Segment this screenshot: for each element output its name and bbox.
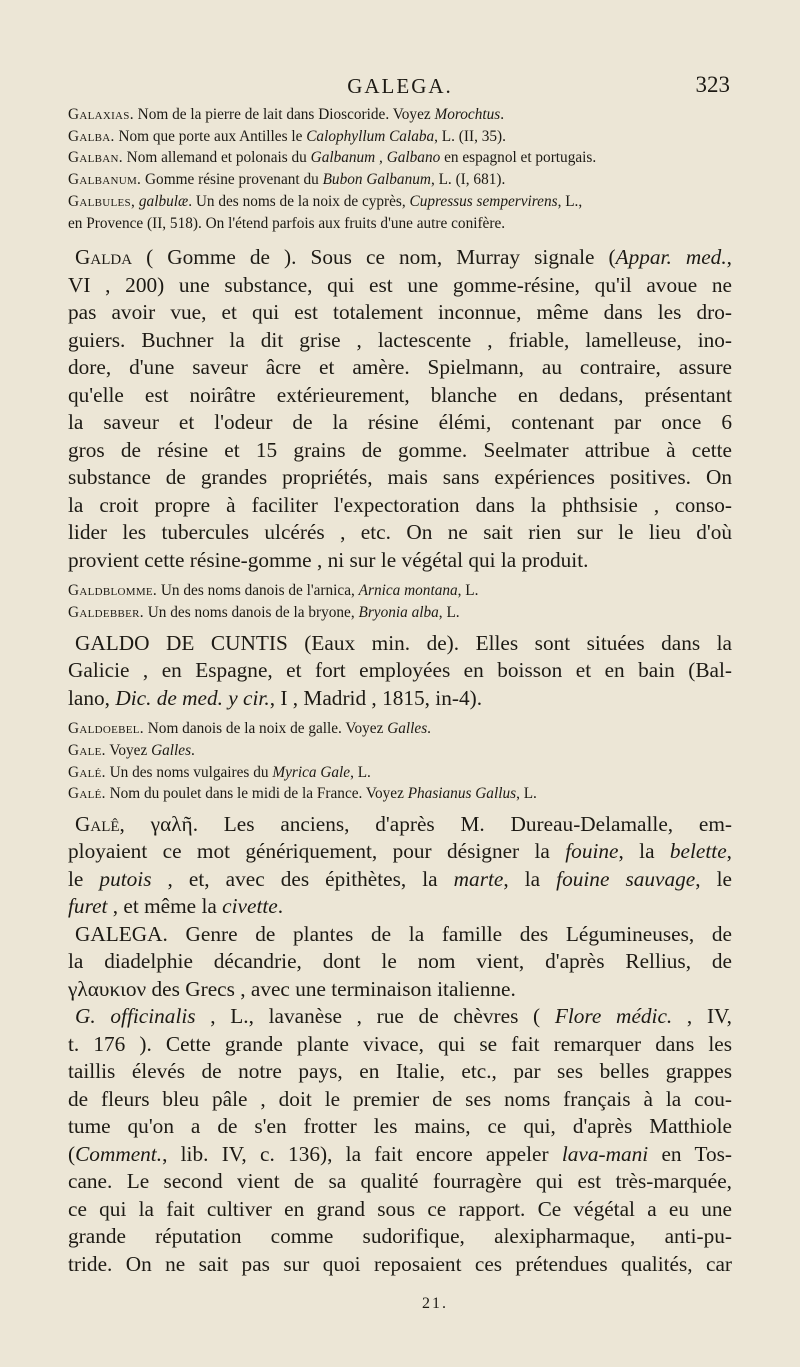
entry-galdebber xyxy=(68,602,732,624)
entry-galda-line: lider les tubercules ulcérés , etc. On ne sait rien sur le lieu d'où xyxy=(68,520,732,545)
entry-tail: , L. (II, 35). xyxy=(434,127,506,145)
entry-tail: , L. xyxy=(438,603,460,621)
entry-galba xyxy=(68,126,732,148)
entry-tail: , L. xyxy=(457,582,479,600)
entry-tail: , L. xyxy=(350,763,371,781)
entry-head: Galbanum. xyxy=(68,171,142,189)
greek-word: γαλῆ xyxy=(150,811,193,836)
entry-italic: Bryonia alba xyxy=(358,603,439,621)
entry-text: en Provence (II, 518). On l'étend parfois aux fruits d'une autre conifère. xyxy=(68,214,506,232)
entry-galbules-cont xyxy=(68,213,732,235)
entry-galda-line: VI , 200) une substance, qui est une gomme-résine, qu'il avoue ne xyxy=(68,272,732,297)
entry-gale-greek-line: Galê, γαλῆ. Les anciens, d'après M. Dureau-Delamalle, em- xyxy=(75,811,732,836)
entry-italic: Bubon Galbanum xyxy=(322,171,431,189)
entry-galdblomme xyxy=(68,580,732,602)
entry-officinalis-line xyxy=(68,1003,732,1031)
entry-italic: Dic. de med. y cir. xyxy=(115,685,270,710)
entry-galbanum xyxy=(68,169,732,191)
entry-text: Nom de la pierre de lait dans Dioscoride. Voyez xyxy=(133,106,435,123)
entry-text: , lib. IV, c. 136), la fait encore appeler xyxy=(162,1141,562,1166)
entry-tail: . Un des noms de la noix de cyprès, xyxy=(188,192,410,210)
entry-text: lano, xyxy=(68,685,116,710)
entry-head: Galbules, xyxy=(68,192,136,210)
entry-text: , et, avec des épithètes, la xyxy=(151,866,454,891)
entry-text: ployaient ce mot génériquement, pour désigner la xyxy=(68,839,566,864)
entry-italic: Arnica montana xyxy=(358,582,458,600)
entry-head: Galê xyxy=(75,811,120,836)
entry-galda-line: guiers. Buchner la dit grise , lactescente , friable, lamelleuse, ino- xyxy=(68,327,732,352)
entry-italic: Flore médic. xyxy=(554,1004,673,1029)
entry-galega-line: la diadelphie décandrie, dont le nom vient, d'après Rellius, de xyxy=(68,949,732,974)
entry-italic: marte xyxy=(453,866,504,891)
entry-galda-line: pas avoir vue, et qui est totalement inconnue, même dans les dro- xyxy=(68,300,732,325)
entry-galaxias xyxy=(68,104,732,126)
entry-head: Galda xyxy=(75,245,133,270)
entry-tail: , I , Madrid , 1815, in-4). xyxy=(269,685,483,710)
entry-italic: Comment. xyxy=(75,1141,163,1166)
entry-tail: , IV, xyxy=(672,1004,732,1029)
entry-italic: Cupressus sempervirens xyxy=(409,192,558,210)
entry-text: le xyxy=(68,866,100,891)
entry-tail: , le xyxy=(695,866,732,891)
entry-italic: belette xyxy=(669,839,727,864)
entry-head: Galdebber. xyxy=(68,603,144,621)
entry-gale-greek-line xyxy=(68,838,732,866)
entry-text: Nom allemand et polonais du xyxy=(122,149,311,167)
entry-officinalis-line: cane. Le second vient de sa qualité fourragère qui est très-marquée, xyxy=(68,1169,732,1194)
entry-galbules xyxy=(68,191,732,213)
entry-italic: Appar. med. xyxy=(615,245,727,270)
entry-tail: . xyxy=(191,741,195,759)
entry-text: Un des noms danois de l'arnica, xyxy=(157,582,359,600)
entry-text: ( Gomme de ). Sous ce nom, Murray signale ( xyxy=(132,245,616,270)
entry-head: Galé. xyxy=(68,785,106,803)
entry-galda-line: qu'elle est noirâtre extérieurement, blanche en dedans, présentant xyxy=(68,382,732,407)
page-number: 323 xyxy=(695,72,730,97)
entry-galda-line: la croit propre à faciliter l'expectoration dans la phthsisie , conso- xyxy=(68,492,732,517)
entry-galda-line: gros de résine et 15 grains de gomme. Seelmater attribue à cette xyxy=(68,437,732,462)
entry-gale-poulet xyxy=(68,783,732,805)
entry-galdo-line: GALDO DE CUNTIS (Eaux min. de). Elles sont situées dans la xyxy=(75,630,732,655)
entry-gale xyxy=(68,740,732,762)
running-head: GALEGA. xyxy=(347,74,453,98)
entry-italic: Galles xyxy=(387,720,428,738)
entry-head: Gale. xyxy=(68,741,106,759)
entry-galdo-line xyxy=(68,685,732,713)
entry-tail: , L. (I, 681). xyxy=(430,171,506,189)
entry-head: Galé. xyxy=(68,763,106,781)
entry-head: Galban. xyxy=(68,149,123,167)
entry-text: Un des noms danois de la bryone, xyxy=(143,603,359,621)
entry-tail: . xyxy=(277,894,284,919)
page-header xyxy=(0,72,800,102)
entry-galda-line xyxy=(68,244,732,272)
entry-head: Galdoebel. xyxy=(68,720,144,738)
entry-italic: Calophyllum Calaba xyxy=(306,127,435,145)
entry-galda-line: substance de grandes propriétés, mais sans expériences positives. On xyxy=(68,465,732,490)
entry-text: Nom danois de la noix de galle. Voyez xyxy=(143,720,388,738)
entry-head: Galaxias. xyxy=(68,106,134,123)
entry-italic: Morochtus xyxy=(434,106,501,123)
entry-tail: . xyxy=(427,720,431,738)
entry-officinalis-line: de fleurs bleu pâle , doit le premier de ses noms français à la cou- xyxy=(68,1086,732,1111)
entry-italic: fouine xyxy=(565,839,619,864)
entry-tail: , L. xyxy=(516,785,537,803)
entry-italic: furet xyxy=(68,894,108,919)
entry-head: Galdblomme. xyxy=(68,582,158,600)
entry-text: , L., lavanèse , rue de chèvres ( xyxy=(195,1004,555,1029)
entry-gale-greek-line xyxy=(68,893,732,921)
entry-officinalis-line: ce qui la fait cultiver en grand sous ce rapport. Ce végétal a eu une xyxy=(68,1196,732,1221)
entry-galega-line: GALEGA. Genre de plantes de la famille des Légumineuses, de xyxy=(75,921,732,946)
entry-tail: en espagnol et portugais. xyxy=(440,149,597,167)
entry-galega-line xyxy=(68,976,732,1004)
entry-text: des Grecs , avec une terminaison italienne. xyxy=(146,976,516,1001)
entry-officinalis-line: grande réputation comme sudorifique, alexipharmaque, anti-pu- xyxy=(68,1224,732,1249)
entry-italic: fouine sauvage xyxy=(556,866,696,891)
entry-tail: en Tos- xyxy=(648,1141,732,1166)
entry-officinalis-line xyxy=(68,1141,732,1169)
entry-tail: , L., xyxy=(557,192,583,210)
entry-head: Galba. xyxy=(68,127,115,145)
entry-text: Voyez xyxy=(105,741,152,759)
entry-galdoebel xyxy=(68,718,732,740)
entry-gale-greek-line xyxy=(68,866,732,894)
entry-text: , la xyxy=(503,866,557,891)
entry-text: Nom que porte aux Antilles le xyxy=(114,127,307,145)
entry-galda-line: provient cette résine-gomme , ni sur le végétal qui la produit. xyxy=(68,547,589,572)
entry-text: ( xyxy=(68,1141,76,1166)
entry-officinalis-line: t. 176 ). Cette grande plante vivace, qui se fait remarquer dans les xyxy=(68,1031,732,1056)
entry-text: Nom du poulet dans le midi de la France. Voyez xyxy=(105,785,408,803)
entry-italic: galbulæ xyxy=(138,192,189,210)
entry-italic: lava-mani xyxy=(561,1141,649,1166)
entry-tail: , xyxy=(726,245,732,270)
entry-italic: Galbanum , Galbano xyxy=(310,149,441,167)
entry-officinalis-line: tume qu'on a de s'en frotter les mains, ce qui, d'après Matthiole xyxy=(68,1114,732,1139)
entry-text: Un des noms vulgaires du xyxy=(105,763,273,781)
entry-text: Gomme résine provenant du xyxy=(141,171,323,189)
page-body xyxy=(68,104,732,1278)
entry-italic: Myrica Gale xyxy=(272,763,351,781)
entry-tail: , xyxy=(726,839,732,864)
entry-italic: G. officinalis xyxy=(75,1004,196,1029)
entry-tail: . xyxy=(500,106,505,123)
signature-mark: 21. xyxy=(422,1295,448,1312)
entry-galban xyxy=(68,147,732,169)
entry-gale-myrica xyxy=(68,762,732,784)
entry-italic: civette xyxy=(222,894,278,919)
entry-galdo-line: Galicie , en Espagne, et fort employées en boisson et en bain (Bal- xyxy=(68,658,732,683)
entry-officinalis-line: tride. On ne sait pas sur quoi reposaient ces prétendues qualités, car xyxy=(68,1251,732,1276)
entry-galda-line: dore, d'une saveur âcre et amère. Spielmann, au contraire, assure xyxy=(68,355,732,380)
entry-text: , la xyxy=(618,839,670,864)
entry-text: , et même la xyxy=(107,894,223,919)
entry-galda-line: la saveur et l'odeur de la résine élémi, contenant par once 6 xyxy=(68,410,732,435)
entry-italic: Galles xyxy=(151,741,192,759)
entry-officinalis-line: taillis élevés de notre pays, en Italie, etc., par ses belles grappes xyxy=(68,1059,732,1084)
entry-italic: Phasianus Gallus xyxy=(407,785,517,803)
greek-word: γλαυκιον xyxy=(68,976,147,1001)
entry-text: . Les anciens, d'après M. Dureau-Delamalle, em- xyxy=(192,811,732,836)
entry-italic: putois xyxy=(99,866,152,891)
